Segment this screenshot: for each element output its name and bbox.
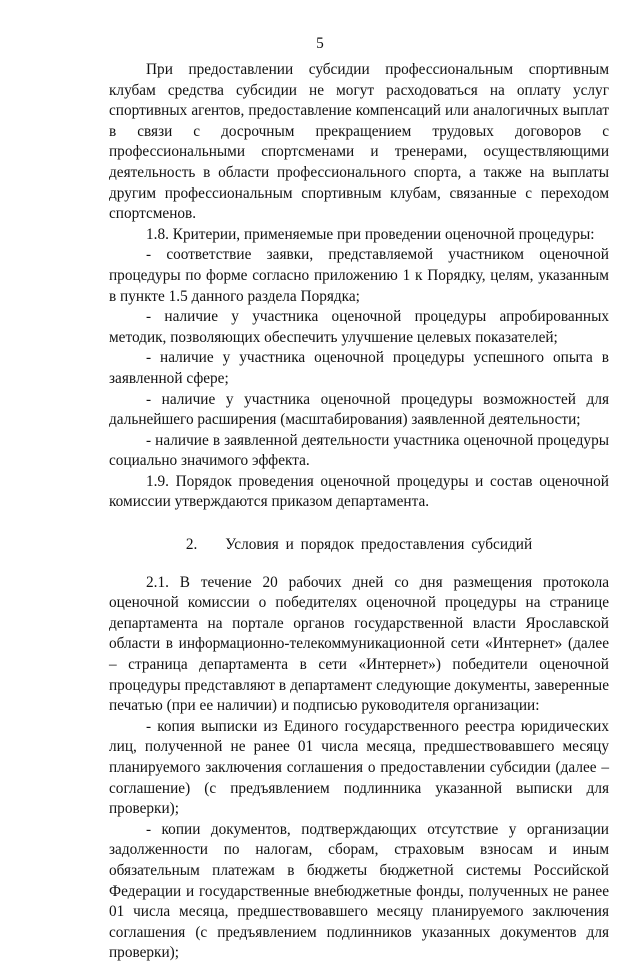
paragraph-procedure-order: 1.9. Порядок проведения оценочной процедуры и состав оценочной комиссии утверждаются приказом департамента. bbox=[109, 472, 609, 511]
document-body bbox=[109, 60, 609, 964]
paragraph-criteria-heading: 1.8. Критерии, применяемые при проведении оценочной процедуры: bbox=[146, 225, 595, 243]
criteria-item-methods: - наличие у участника оценочной процедуры апробированных методик, позволяющих обеспечить улучшение целевых показателей; bbox=[109, 308, 609, 346]
criteria-item-experience: - наличие у участника оценочной процедуры успешного опыта в заявленной сфере; bbox=[109, 349, 609, 387]
document-item-no-debt: - копии документов, подтверждающих отсутствие у организации задолженности по налогам, сборам, страховым взносам и иным обязательным платежам в бюджеты бюджетной системы Российской Федерации и государственные внебюджетные фонды, полученных не ранее 01 числа месяца, предшествовавшего месяцу планируемого заключения соглашения (с предъявлением подлинников указанных документов для проверки); bbox=[109, 820, 609, 962]
document-item-registry-extract: - копия выписки из Единого государственного реестра юридических лиц, полученной не ранее 01 числа месяца, предшествовавшего месяцу планируемого заключения соглашения о предоставлении субсидии (далее – соглашение) (с предъявлением подлинника указанной выписки для проверки); bbox=[109, 717, 609, 818]
page-number: 5 bbox=[316, 35, 324, 52]
section-number: 2. bbox=[185, 536, 198, 554]
paragraph-subsidy-restrictions: При предоставлении субсидии профессиональным спортивным клубам средства субсидии не могут расходоваться на оплату услуг спортивных агентов, предоставление компенсаций или аналогичных выплат в связи с досрочным прекращением трудовых договоров с профессиональными спортсменами и тренерами, осуществляющими деятельность в области профессионального спорта, а также на выплаты другим профессиональным спортивным клубам, связанные с переходом спортсменов. bbox=[109, 61, 609, 223]
paragraph-documents-submission: 2.1. В течение 20 рабочих дней со дня размещения протокола оценочной комиссии о победителях оценочной процедуры на странице департамента на портале органов государственной власти Ярославской области в информационно-телекоммуникационной сети «Интернет» (далее – страница департамента в сети «Интернет») победители оценочной процедуры представляют в департамент следующие документы, заверенные печатью (при ее наличии) и подписью руководителя организации: bbox=[109, 573, 609, 715]
criteria-item-application: - соответствие заявки, представляемой участником оценочной процедуры по форме согласно приложению 1 к Порядку, целям, указанным в пункте 1.5 данного раздела Порядка; bbox=[109, 246, 609, 305]
criteria-item-scaling: - наличие у участника оценочной процедуры возможностей для дальнейшего расширения (масштабирования) заявленной деятельности; bbox=[109, 390, 609, 429]
section-heading bbox=[109, 535, 609, 556]
section-title: Условия и порядок предоставления субсидий bbox=[225, 536, 533, 554]
criteria-item-social-effect: - наличие в заявленной деятельности участника оценочной процедуры социально значимого эффекта. bbox=[109, 431, 609, 470]
